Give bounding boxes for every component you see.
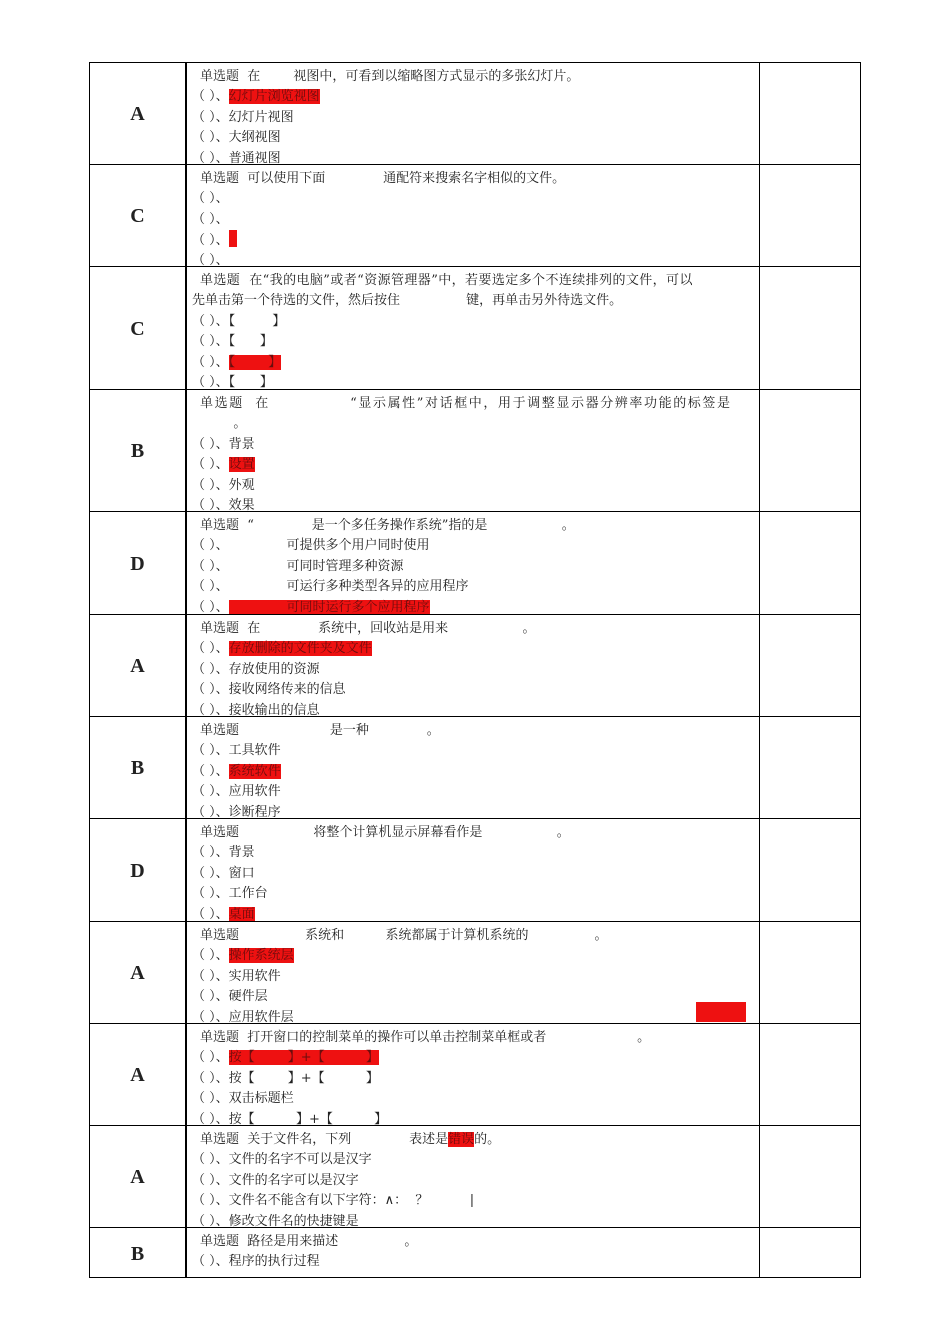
option-marker: （ ）、 <box>192 436 229 452</box>
stem-text: 的。 <box>474 1132 501 1147</box>
answer-letter: B <box>130 757 145 779</box>
question-body <box>192 394 752 516</box>
question-row <box>89 614 861 716</box>
option-text: 窗口 <box>228 865 255 881</box>
option-marker: （ ）、 <box>192 233 229 249</box>
option-a <box>192 639 752 659</box>
option-c <box>192 884 752 904</box>
option-text: 应用软件 <box>228 784 281 800</box>
answer-letter: C <box>130 317 145 340</box>
option-text: 文件名不能含有以下字符：∧： ？ | <box>228 1193 475 1209</box>
answer-letter: A <box>130 103 145 125</box>
option-marker: （ ）、 <box>192 1070 229 1086</box>
option-text: 文件的名字可以是汉字 <box>228 1172 359 1188</box>
question-body <box>192 926 752 1028</box>
column-divider <box>759 267 760 389</box>
question-row <box>89 1125 861 1227</box>
option-a <box>192 946 752 966</box>
option-text: 诊断程序 <box>228 804 281 820</box>
option-marker: （ ）、 <box>192 968 229 984</box>
option-a <box>192 843 752 863</box>
option-marker: （ ）、 <box>192 558 229 574</box>
column-divider <box>759 512 760 614</box>
option-text: 修改文件名的快捷键是 <box>228 1213 359 1229</box>
option-text: 外观 <box>228 477 255 493</box>
option-a <box>192 435 752 455</box>
option-a <box>192 536 752 556</box>
option-marker: （ ）、 <box>192 1213 229 1229</box>
option-marker: （ ）、 <box>192 191 229 207</box>
option-c <box>192 353 752 373</box>
answer-letter: D <box>130 859 145 882</box>
option-text: 效果 <box>228 497 255 513</box>
stem-highlight: 错误 <box>448 1132 475 1147</box>
question-stem: 单选题 在 视图中，可看到以缩略图方式显示的多张幻灯片。 <box>200 69 580 84</box>
option-text: 大纲视图 <box>228 130 281 146</box>
column-divider <box>759 717 760 818</box>
option-marker: （ ）、 <box>192 1009 229 1025</box>
column-divider <box>759 1024 760 1125</box>
question-row <box>89 164 861 266</box>
option-b <box>192 210 752 230</box>
answer-letter: C <box>130 205 145 227</box>
question-body <box>192 169 752 271</box>
option-marker: （ ）、 <box>192 313 229 329</box>
question-row <box>89 716 861 818</box>
option-c <box>192 1089 752 1109</box>
question-row <box>89 389 861 511</box>
option-a <box>192 312 752 332</box>
option-a <box>192 741 752 761</box>
option-text: 程序的执行过程 <box>228 1254 320 1270</box>
question-stem: 单选题 路径是用来描述 。 <box>200 1234 418 1249</box>
question-body <box>192 1130 752 1232</box>
option-c <box>192 987 752 1007</box>
option-text: 双击标题栏 <box>228 1091 294 1107</box>
column-divider <box>759 390 760 511</box>
option-marker: （ ）、 <box>192 457 229 473</box>
option-marker: （ ）、 <box>192 1111 229 1127</box>
question-stem: 单选题 “ 是一个多任务操作系统”指的是 。 <box>200 518 575 533</box>
question-row <box>89 1227 861 1278</box>
option-text: 硬件层 <box>228 989 268 1005</box>
question-body <box>192 823 752 925</box>
option-c <box>192 230 752 250</box>
option-text: 【 】 <box>228 334 273 350</box>
option-c <box>192 128 752 148</box>
option-marker: （ ）、 <box>192 784 229 800</box>
option-text-highlighted: 设置 <box>228 457 255 473</box>
option-b <box>192 762 752 782</box>
option-b <box>192 1171 752 1191</box>
option-marker: （ ）、 <box>192 661 229 677</box>
option-marker: （ ）、 <box>192 497 229 513</box>
option-text: 背景 <box>228 845 255 861</box>
question-stem <box>200 1130 752 1150</box>
option-text-highlighted: 存放删除的文件夹及文件 <box>228 641 372 657</box>
question-stem: 单选题 系统和 系统都属于计算机系统的 。 <box>200 928 608 943</box>
answer-table <box>89 62 863 1278</box>
column-divider <box>759 819 760 921</box>
option-text-highlighted: 系统软件 <box>228 763 281 779</box>
option-c <box>192 577 752 597</box>
answer-letter: A <box>130 962 145 984</box>
option-text: 【 】 <box>228 313 286 329</box>
option-b <box>192 332 752 352</box>
answer-letter: B <box>130 1242 145 1265</box>
answer-letter: A <box>130 655 145 677</box>
option-text-highlighted: 可同时运行多个应用程序 <box>228 599 430 615</box>
option-marker: （ ）、 <box>192 1050 229 1066</box>
question-row <box>89 818 861 921</box>
question-body <box>192 1028 752 1130</box>
option-marker: （ ）、 <box>192 334 229 350</box>
option-text: 可运行多种类型各异的应用程序 <box>228 579 469 595</box>
column-divider <box>759 922 760 1023</box>
option-text: 实用软件 <box>228 968 281 984</box>
option-text: 文件的名字不可以是汉字 <box>228 1152 372 1168</box>
option-marker: （ ）、 <box>192 1172 229 1188</box>
answer-letter: A <box>130 1064 145 1086</box>
question-body <box>192 1232 752 1273</box>
option-text: 【 】 <box>228 374 273 390</box>
option-text-highlighted: 按【 】+【 】 <box>228 1050 379 1066</box>
option-c <box>192 782 752 802</box>
option-marker: （ ）、 <box>192 109 229 125</box>
option-marker: （ ）、 <box>192 804 229 820</box>
option-marker: （ ）、 <box>192 538 229 554</box>
option-text: 按【 】+【 】 <box>228 1070 379 1086</box>
option-marker: （ ）、 <box>192 89 229 105</box>
option-marker: （ ）、 <box>192 1152 229 1168</box>
option-text-highlighted: 桌面 <box>228 906 255 922</box>
option-marker: （ ）、 <box>192 702 229 718</box>
question-body <box>192 721 752 823</box>
option-text: 接收网络传来的信息 <box>228 682 346 698</box>
option-a <box>192 87 752 107</box>
option-text: 背景 <box>228 436 255 452</box>
option-marker: （ ）、 <box>192 579 229 595</box>
question-stem: 单选题 打开窗口的控制菜单的操作可以单击控制菜单框或者 。 <box>200 1030 651 1045</box>
question-body <box>192 271 752 393</box>
option-b <box>192 108 752 128</box>
option-marker: （ ）、 <box>192 130 229 146</box>
question-body <box>192 619 752 721</box>
question-stem: 。 <box>192 416 247 432</box>
option-marker: （ ）、 <box>192 354 229 370</box>
option-a <box>192 1150 752 1170</box>
question-row <box>89 266 861 389</box>
option-c <box>192 680 752 700</box>
question-row <box>89 1023 861 1125</box>
highlight-box <box>229 230 237 247</box>
option-marker: （ ）、 <box>192 252 229 268</box>
option-marker: （ ）、 <box>192 477 229 493</box>
question-stem: 单选题 可以使用下面 通配符来搜索名字相似的文件。 <box>200 171 566 186</box>
option-c <box>192 476 752 496</box>
option-text: 存放使用的资源 <box>228 661 320 677</box>
question-stem: 单选题 在 系统中，回收站是用来 。 <box>200 621 536 636</box>
question-stem: 单选题 是一种 。 <box>200 723 440 738</box>
option-marker: （ ）、 <box>192 211 229 227</box>
option-text-highlighted: 幻灯片浏览视图 <box>228 89 320 105</box>
option-text-highlighted: 操作系统层 <box>228 948 294 964</box>
question-body <box>192 67 752 169</box>
option-text: 应用软件层 <box>228 1009 294 1025</box>
option-a <box>192 1252 752 1272</box>
option-text: 可提供多个用户同时使用 <box>228 538 430 554</box>
question-row <box>89 511 861 614</box>
option-text-highlighted: 【 】 <box>228 354 282 370</box>
column-divider <box>759 63 760 164</box>
option-marker: （ ）、 <box>192 641 229 657</box>
option-text: 工作台 <box>228 886 268 902</box>
red-margin-mark <box>696 1002 746 1022</box>
option-marker: （ ）、 <box>192 763 229 779</box>
option-b <box>192 967 752 987</box>
answer-letter: D <box>130 552 145 575</box>
answer-letter: A <box>130 1166 145 1188</box>
option-b <box>192 455 752 475</box>
option-marker: （ ）、 <box>192 150 229 166</box>
question-body <box>192 516 752 618</box>
option-marker: （ ）、 <box>192 1254 229 1270</box>
option-marker: （ ）、 <box>192 743 229 759</box>
answer-letter: B <box>130 440 145 462</box>
column-divider <box>759 1228 760 1277</box>
option-marker: （ ）、 <box>192 886 229 902</box>
option-marker: （ ）、 <box>192 865 229 881</box>
option-text: 普通视图 <box>228 150 281 166</box>
option-a <box>192 1048 752 1068</box>
option-a <box>192 189 752 209</box>
column-divider <box>759 1126 760 1227</box>
option-marker: （ ）、 <box>192 989 229 1005</box>
option-b <box>192 864 752 884</box>
option-marker: （ ）、 <box>192 1091 229 1107</box>
option-text: 接收输出的信息 <box>228 702 320 718</box>
option-text: 工具软件 <box>228 743 281 759</box>
option-marker: （ ）、 <box>192 1193 229 1209</box>
column-divider <box>759 615 760 716</box>
option-text: 幻灯片视图 <box>228 109 294 125</box>
question-stem: 单选题 在 “显示属性”对话框中，用于调整显示器分辨率功能的标签是 <box>200 396 732 411</box>
column-divider <box>759 165 760 266</box>
stem-text: 单选题 关于文件名，下列 表述是 <box>200 1132 449 1147</box>
option-marker: （ ）、 <box>192 948 229 964</box>
question-row <box>89 62 861 164</box>
option-b <box>192 1069 752 1089</box>
question-stem: 单选题 将整个计算机显示屏幕看作是 。 <box>200 825 570 840</box>
option-marker: （ ）、 <box>192 682 229 698</box>
option-b <box>192 557 752 577</box>
option-b <box>192 660 752 680</box>
question-stem: 单选题 在“我的电脑”或者“资源管理器”中，若要选定多个不连续排列的文件，可以 <box>200 273 693 288</box>
option-marker: （ ）、 <box>192 374 229 390</box>
option-marker: （ ）、 <box>192 599 229 615</box>
option-text: 可同时管理多种资源 <box>228 558 404 574</box>
option-marker: （ ）、 <box>192 906 229 922</box>
option-text: 按【 】+【 】 <box>228 1111 388 1127</box>
question-stem: 先单击第一个待选的文件，然后按住 键，再单击另外待选文件。 <box>192 293 623 309</box>
option-c <box>192 1191 752 1211</box>
option-marker: （ ）、 <box>192 845 229 861</box>
